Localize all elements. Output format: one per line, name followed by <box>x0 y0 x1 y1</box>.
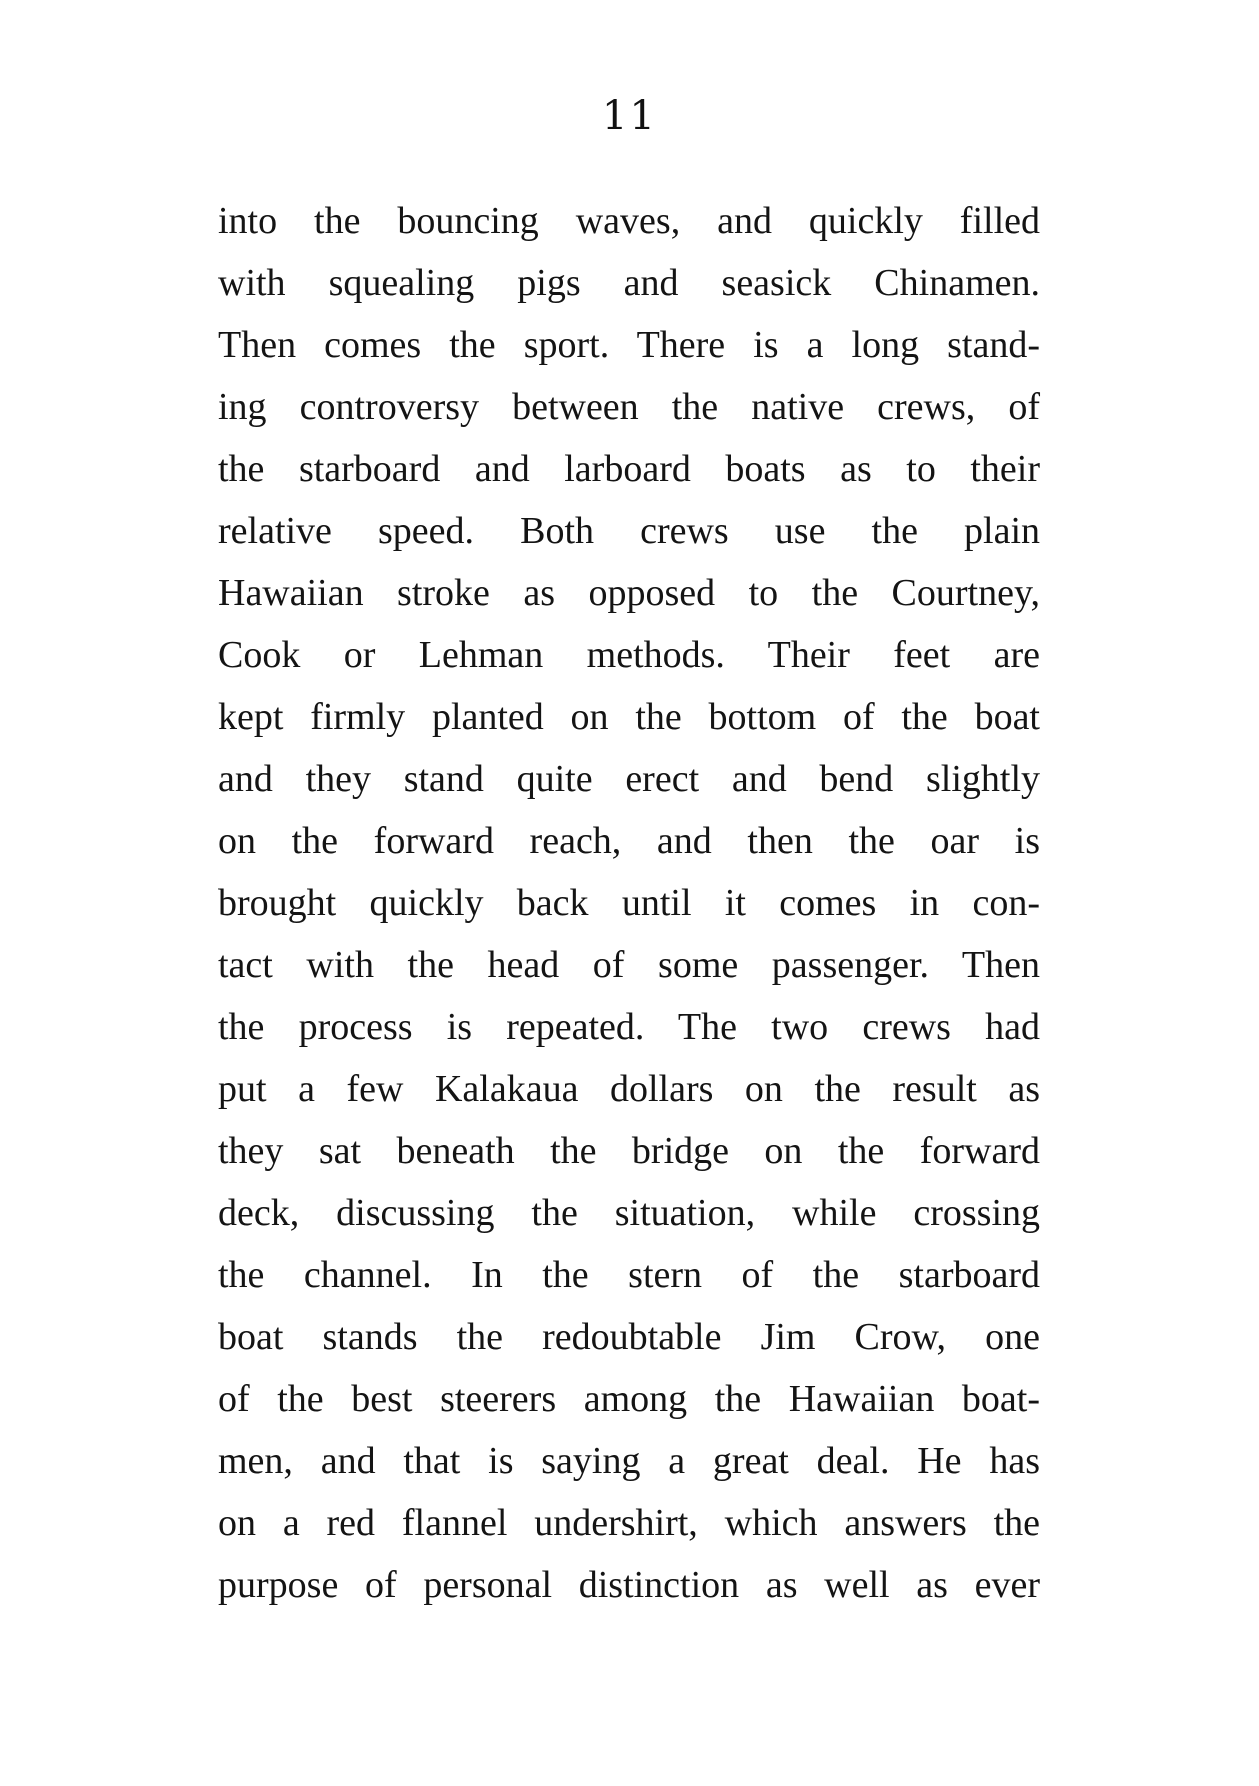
text-line: with squealing pigs and seasick Chinamen. <box>218 262 1040 304</box>
text-line: the channel. In the stern of the starboard <box>218 1254 1040 1296</box>
page-number: 11 <box>602 93 657 139</box>
text-line: on the forward reach, and then the oar is <box>218 820 1040 862</box>
text-line: on a red flannel undershirt, which answers the <box>218 1502 1040 1544</box>
text-line: of the best steerers among the Hawaiian boat- <box>218 1378 1040 1420</box>
text-line: and they stand quite erect and bend slightly <box>218 758 1040 800</box>
text-line: tact with the head of some passenger. Then <box>218 944 1040 986</box>
text-line: put a few Kalakaua dollars on the result as <box>218 1068 1040 1110</box>
text-line: kept firmly planted on the bottom of the boat <box>218 696 1040 738</box>
text-line: brought quickly back until it comes in con- <box>218 882 1040 924</box>
text-line: deck, discussing the situation, while crossing <box>218 1192 1040 1234</box>
text-line: the starboard and larboard boats as to their <box>218 448 1040 490</box>
text-line: boat stands the redoubtable Jim Crow, one <box>218 1316 1040 1358</box>
text-line: the process is repeated. The two crews had <box>218 1006 1040 1048</box>
body-text <box>218 190 1040 1616</box>
text-line: they sat beneath the bridge on the forward <box>218 1130 1040 1172</box>
text-line: Then comes the sport. There is a long stand- <box>218 324 1040 366</box>
text-line: ing controversy between the native crews, of <box>218 386 1040 428</box>
text-line: into the bouncing waves, and quickly filled <box>218 200 1040 242</box>
text-line: Hawaiian stroke as opposed to the Courtney, <box>218 572 1040 614</box>
text-line: men, and that is saying a great deal. He has <box>218 1440 1040 1482</box>
text-line: Cook or Lehman methods. Their feet are <box>218 634 1040 676</box>
text-line: relative speed. Both crews use the plain <box>218 510 1040 552</box>
text-line: purpose of personal distinction as well as ever <box>218 1564 1040 1606</box>
